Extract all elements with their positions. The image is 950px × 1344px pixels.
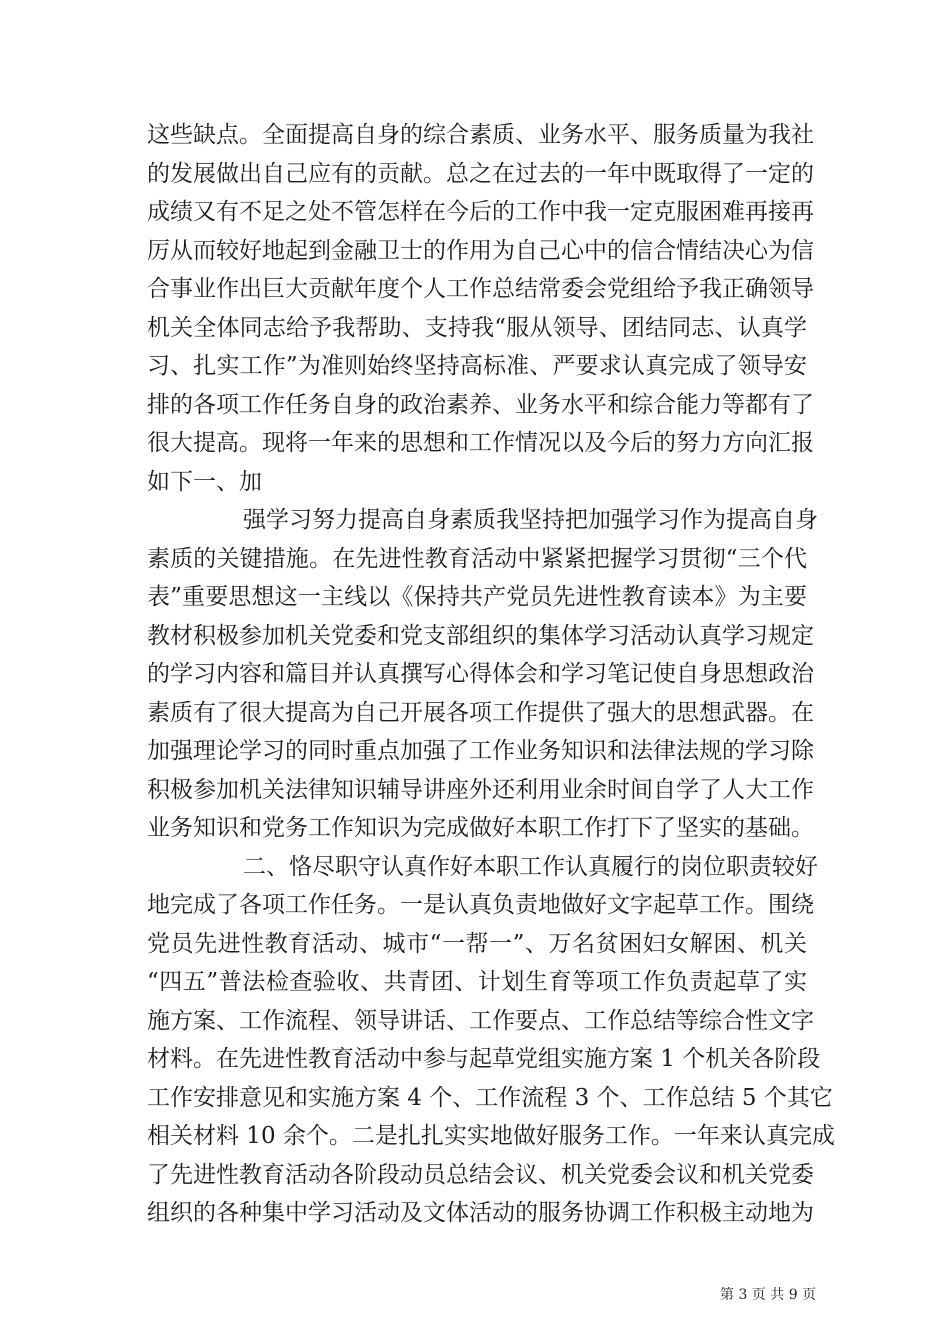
text-line: 积极参加机关法律知识辅导讲座外还利用业余时间自学了人大工作 [147, 776, 814, 803]
text-line: 很大提高。现将一年来的思想和工作情况以及今后的努力方向汇报 [147, 430, 814, 456]
text-line: 党员先进性教育活动、城市“一帮一”、万名贫困妇女解困、机关 [147, 930, 807, 957]
page-number: 第 3 页 共 9 页 [720, 1287, 817, 1303]
text-line: 施方案、工作流程、领导讲话、工作要点、工作总结等综合性文字 [147, 1007, 814, 1034]
text-line: 地完成了各项工作任务。一是认真负责地做好文字起草工作。围绕 [147, 892, 814, 918]
text-line: 习、扎实工作”为准则始终坚持高标准、严要求认真完成了领导安 [147, 353, 807, 379]
body-text [147, 116, 835, 1233]
text-line: 的发展做出自己应有的贡献。总之在过去的一年中既取得了一定的 [147, 160, 814, 187]
text-line: 素质有了很大提高为自己开展各项工作提供了强大的思想武器。在 [147, 699, 814, 726]
paragraph-start-line: 二、恪尽职守认真作好本职工作认真履行的岗位职责较好 [243, 853, 818, 880]
text-line: 如下一、加 [147, 468, 262, 495]
text-line: 成绩又有不足之处不管怎样在今后的工作中我一定克服困难再接再 [147, 199, 814, 225]
text-line: “四五”普法检查验收、共青团、计划生育等项工作负责起草了实 [147, 969, 807, 995]
text-line: 组织的各种集中学习活动及文体活动的服务协调工作积极主动地为 [147, 1200, 814, 1226]
text-line: 机关全体同志给予我帮助、支持我“服从领导、团结同志、认真学 [147, 314, 807, 341]
text-line: 相关材料 10 余个。二是扎扎实实地做好服务工作。一年来认真完成 [147, 1123, 835, 1149]
text-line: 排的各项工作任务自身的政治素养、业务水平和综合能力等都有了 [147, 391, 814, 418]
text-line: 的学习内容和篇目并认真撰写心得体会和学习笔记使自身思想政治 [147, 661, 814, 687]
text-line: 加强理论学习的同时重点加强了工作业务知识和法律法规的学习除 [147, 738, 814, 764]
text-line: 表”重要思想这一主线以《保持共产党员先进性教育读本》为主要 [147, 584, 807, 610]
paragraph-start-line: 强学习努力提高自身素质我坚持把加强学习作为提高自身 [243, 507, 818, 533]
text-line: 教材积极参加机关党委和党支部组织的集体学习活动认真学习规定 [147, 622, 814, 649]
text-line: 厉从而较好地起到金融卫士的作用为自己心中的信合情结决心为信 [147, 237, 814, 264]
text-line: 工作安排意见和实施方案 4 个、工作流程 3 个、工作总结 5 个其它 [147, 1084, 833, 1111]
text-line: 合事业作出巨大贡献年度个人工作总结常委会党组给予我正确领导 [147, 276, 814, 302]
text-line: 了先进性教育活动各阶段动员总结会议、机关党委会议和机关党委 [147, 1161, 814, 1188]
text-line: 业务知识和党务工作知识为完成做好本职工作打下了坚实的基础。 [147, 815, 814, 841]
text-line: 素质的关键措施。在先进性教育活动中紧紧把握学习贯彻“三个代 [147, 545, 807, 572]
text-line: 这些缺点。全面提高自身的综合素质、业务水平、服务质量为我社 [147, 122, 814, 148]
text-line: 材料。在先进性教育活动中参与起草党组实施方案 1 个机关各阶段 [147, 1046, 821, 1072]
